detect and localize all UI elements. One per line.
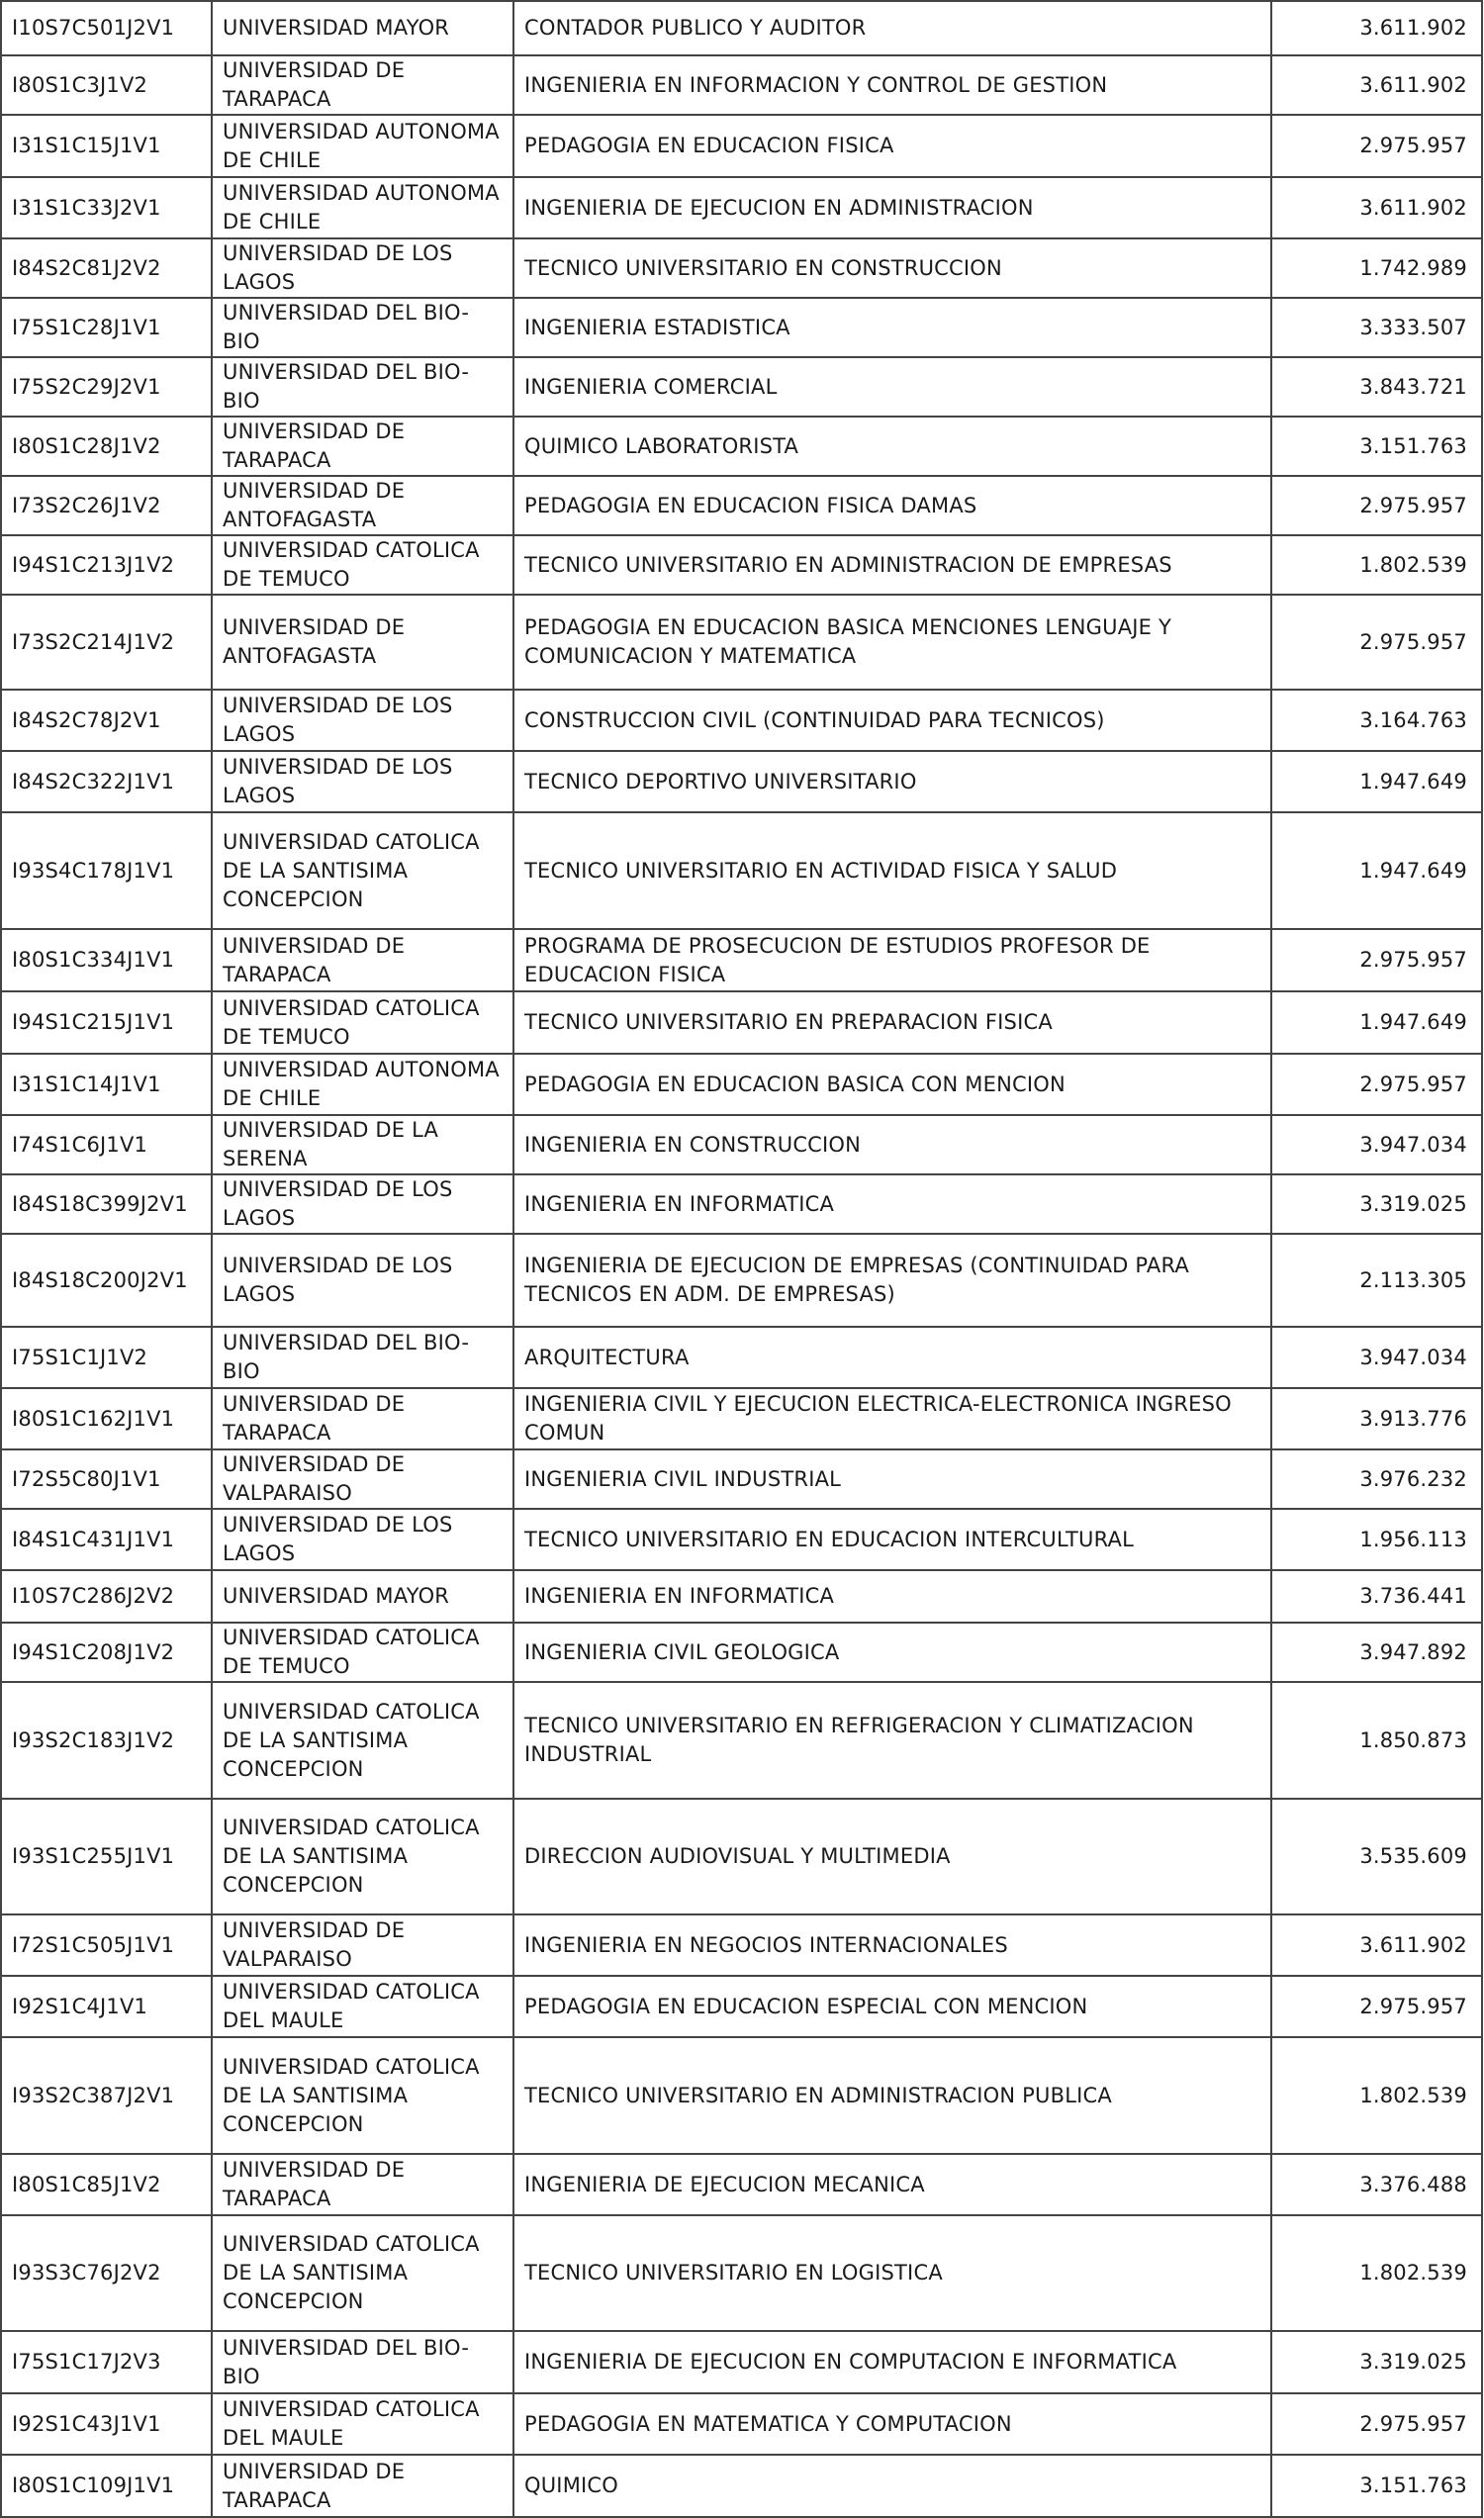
university-cell: UNIVERSIDAD DE VALPARAISO [212,1914,513,1976]
amount-cell: 1.742.989 [1271,238,1482,298]
university-cell: UNIVERSIDAD CATOLICA DE LA SANTISIMA CONCEPCION [212,812,513,929]
program-cell: INGENIERIA DE EJECUCION EN ADMINISTRACION [513,177,1271,238]
university-cell: UNIVERSIDAD DEL BIO-BIO [212,1327,513,1388]
program-cell: PEDAGOGIA EN EDUCACION ESPECIAL CON MENCION [513,1976,1271,2037]
amount-cell: 1.947.649 [1271,991,1482,1054]
amount-cell: 3.333.507 [1271,298,1482,357]
university-cell: UNIVERSIDAD AUTONOMA DE CHILE [212,115,513,177]
program-cell: INGENIERIA EN NEGOCIOS INTERNACIONALES [513,1914,1271,1976]
university-cell: UNIVERSIDAD MAYOR [212,1570,513,1623]
program-cell: TECNICO UNIVERSITARIO EN CONSTRUCCION [513,238,1271,298]
career-code-cell: I94S1C208J1V2 [1,1623,212,1682]
career-code-cell: I80S1C85J1V2 [1,2154,212,2215]
university-cell: UNIVERSIDAD DE LOS LAGOS [212,751,513,812]
table-row [1,115,1482,177]
career-code-cell: I93S2C387J2V1 [1,2037,212,2154]
career-code-cell: I72S5C80J1V1 [1,1449,212,1509]
amount-cell: 2.975.957 [1271,929,1482,991]
table-row [1,991,1482,1054]
career-code-cell: I31S1C14J1V1 [1,1054,212,1115]
program-cell: ARQUITECTURA [513,1327,1271,1388]
program-cell: INGENIERIA COMERCIAL [513,357,1271,417]
university-cell: UNIVERSIDAD DE TARAPACA [212,2154,513,2215]
university-cell: UNIVERSIDAD CATOLICA DE LA SANTISIMA CONCEPCION [212,2215,513,2331]
university-cell: UNIVERSIDAD DE TARAPACA [212,417,513,476]
table-row [1,690,1482,751]
program-cell: TECNICO UNIVERSITARIO EN EDUCACION INTERCULTURAL [513,1509,1271,1570]
university-cell: UNIVERSIDAD DE VALPARAISO [212,1449,513,1509]
amount-cell: 2.113.305 [1271,1234,1482,1327]
table-row [1,535,1482,595]
university-cell: UNIVERSIDAD DE ANTOFAGASTA [212,595,513,690]
university-cell: UNIVERSIDAD CATOLICA DEL MAULE [212,2393,513,2455]
career-code-cell: I10S7C286J2V2 [1,1570,212,1623]
amount-cell: 1.956.113 [1271,1509,1482,1570]
table-row [1,298,1482,357]
table-row [1,2154,1482,2215]
amount-cell: 3.843.721 [1271,357,1482,417]
amount-cell: 1.947.649 [1271,751,1482,812]
table-row [1,812,1482,929]
amount-cell: 3.151.763 [1271,417,1482,476]
table-row [1,2455,1482,2517]
table-body [1,1,1482,2517]
career-code-cell: I73S2C26J1V2 [1,476,212,535]
university-cell: UNIVERSIDAD DEL BIO-BIO [212,2331,513,2393]
university-cell: UNIVERSIDAD DE LOS LAGOS [212,1509,513,1570]
table-row [1,1054,1482,1115]
table-row [1,2331,1482,2393]
university-cell: UNIVERSIDAD DE ANTOFAGASTA [212,476,513,535]
career-code-cell: I75S1C28J1V1 [1,298,212,357]
university-cell: UNIVERSIDAD AUTONOMA DE CHILE [212,177,513,238]
amount-cell: 1.802.539 [1271,2037,1482,2154]
table-row [1,1,1482,55]
table-row [1,1976,1482,2037]
career-code-cell: I84S2C322J1V1 [1,751,212,812]
career-code-cell: I84S1C431J1V1 [1,1509,212,1570]
program-cell: DIRECCION AUDIOVISUAL Y MULTIMEDIA [513,1799,1271,1914]
program-cell: INGENIERIA DE EJECUCION DE EMPRESAS (CONTINUIDAD PARA TECNICOS EN ADM. DE EMPRESAS) [513,1234,1271,1327]
amount-cell: 2.975.957 [1271,476,1482,535]
program-cell: TECNICO UNIVERSITARIO EN ADMINISTRACION DE EMPRESAS [513,535,1271,595]
table-row [1,1682,1482,1799]
program-cell: PROGRAMA DE PROSECUCION DE ESTUDIOS PROFESOR DE EDUCACION FISICA [513,929,1271,991]
amount-cell: 1.850.873 [1271,1682,1482,1799]
career-code-cell: I93S1C255J1V1 [1,1799,212,1914]
table-row [1,1327,1482,1388]
table-row [1,55,1482,115]
program-cell: INGENIERIA CIVIL GEOLOGICA [513,1623,1271,1682]
program-cell: TECNICO UNIVERSITARIO EN ACTIVIDAD FISICA Y SALUD [513,812,1271,929]
career-code-cell: I84S2C81J2V2 [1,238,212,298]
table-row [1,1234,1482,1327]
amount-cell: 3.947.034 [1271,1115,1482,1174]
program-cell: TECNICO UNIVERSITARIO EN PREPARACION FISICA [513,991,1271,1054]
program-cell: INGENIERIA EN INFORMACION Y CONTROL DE GESTION [513,55,1271,115]
career-code-cell: I75S2C29J2V1 [1,357,212,417]
university-cell: UNIVERSIDAD CATOLICA DE LA SANTISIMA CONCEPCION [212,2037,513,2154]
program-cell: INGENIERIA EN CONSTRUCCION [513,1115,1271,1174]
university-cell: UNIVERSIDAD DE TARAPACA [212,929,513,991]
university-cell: UNIVERSIDAD CATOLICA DE LA SANTISIMA CONCEPCION [212,1682,513,1799]
career-code-cell: I10S7C501J2V1 [1,1,212,55]
program-cell: PEDAGOGIA EN EDUCACION FISICA [513,115,1271,177]
university-cell: UNIVERSIDAD AUTONOMA DE CHILE [212,1054,513,1115]
career-code-cell: I92S1C4J1V1 [1,1976,212,2037]
amount-cell: 1.802.539 [1271,2215,1482,2331]
program-cell: INGENIERIA CIVIL INDUSTRIAL [513,1449,1271,1509]
amount-cell: 3.611.902 [1271,55,1482,115]
table-row [1,1449,1482,1509]
career-code-cell: I93S4C178J1V1 [1,812,212,929]
career-code-cell: I75S1C1J1V2 [1,1327,212,1388]
career-code-cell: I84S18C200J2V1 [1,1234,212,1327]
amount-cell: 3.535.609 [1271,1799,1482,1914]
career-code-cell: I93S3C76J2V2 [1,2215,212,2331]
amount-cell: 3.151.763 [1271,2455,1482,2517]
program-cell: INGENIERIA DE EJECUCION EN COMPUTACION E INFORMATICA [513,2331,1271,2393]
amount-cell: 2.975.957 [1271,2393,1482,2455]
amount-cell: 2.975.957 [1271,595,1482,690]
university-cell: UNIVERSIDAD DE TARAPACA [212,1388,513,1449]
amount-cell: 3.947.892 [1271,1623,1482,1682]
table-row [1,357,1482,417]
program-cell: INGENIERIA EN INFORMATICA [513,1174,1271,1234]
program-cell: QUIMICO [513,2455,1271,2517]
table-row [1,238,1482,298]
career-code-cell: I92S1C43J1V1 [1,2393,212,2455]
career-code-cell: I93S2C183J1V2 [1,1682,212,1799]
amount-cell: 3.611.902 [1271,1,1482,55]
program-cell: PEDAGOGIA EN EDUCACION BASICA MENCIONES LENGUAJE Y COMUNICACION Y MATEMATICA [513,595,1271,690]
career-code-cell: I80S1C334J1V1 [1,929,212,991]
table-row [1,595,1482,690]
program-cell: CONSTRUCCION CIVIL (CONTINUIDAD PARA TECNICOS) [513,690,1271,751]
amount-cell: 3.319.025 [1271,1174,1482,1234]
amount-cell: 3.319.025 [1271,2331,1482,2393]
university-cell: UNIVERSIDAD CATOLICA DE TEMUCO [212,991,513,1054]
university-cell: UNIVERSIDAD CATOLICA DE LA SANTISIMA CONCEPCION [212,1799,513,1914]
program-cell: TECNICO UNIVERSITARIO EN LOGISTICA [513,2215,1271,2331]
amount-cell: 1.802.539 [1271,535,1482,595]
table-row [1,1509,1482,1570]
program-cell: INGENIERIA CIVIL Y EJECUCION ELECTRICA-ELECTRONICA INGRESO COMUN [513,1388,1271,1449]
table-row [1,929,1482,991]
program-cell: INGENIERIA DE EJECUCION MECANICA [513,2154,1271,2215]
career-code-cell: I84S2C78J2V1 [1,690,212,751]
university-cell: UNIVERSIDAD DEL BIO-BIO [212,298,513,357]
university-cell: UNIVERSIDAD DE LOS LAGOS [212,1174,513,1234]
program-cell: INGENIERIA ESTADISTICA [513,298,1271,357]
amount-cell: 3.376.488 [1271,2154,1482,2215]
amount-cell: 3.164.763 [1271,690,1482,751]
program-cell: PEDAGOGIA EN EDUCACION FISICA DAMAS [513,476,1271,535]
career-code-cell: I80S1C3J1V2 [1,55,212,115]
university-cell: UNIVERSIDAD MAYOR [212,1,513,55]
amount-cell: 2.975.957 [1271,1054,1482,1115]
university-cell: UNIVERSIDAD DE LA SERENA [212,1115,513,1174]
table-row [1,1570,1482,1623]
career-code-cell: I31S1C33J2V1 [1,177,212,238]
table-row [1,476,1482,535]
university-cell: UNIVERSIDAD DE LOS LAGOS [212,690,513,751]
amount-cell: 3.611.902 [1271,1914,1482,1976]
career-code-cell: I73S2C214J1V2 [1,595,212,690]
table-row [1,417,1482,476]
table-row [1,1174,1482,1234]
career-code-cell: I75S1C17J2V3 [1,2331,212,2393]
amount-cell: 3.736.441 [1271,1570,1482,1623]
amount-cell: 2.975.957 [1271,115,1482,177]
table-row [1,2393,1482,2455]
amount-cell: 3.611.902 [1271,177,1482,238]
program-cell: PEDAGOGIA EN EDUCACION BASICA CON MENCION [513,1054,1271,1115]
program-cell: PEDAGOGIA EN MATEMATICA Y COMPUTACION [513,2393,1271,2455]
program-cell: QUIMICO LABORATORISTA [513,417,1271,476]
career-code-cell: I74S1C6J1V1 [1,1115,212,1174]
university-cell: UNIVERSIDAD CATOLICA DEL MAULE [212,1976,513,2037]
table-row [1,1799,1482,1914]
table-row [1,1914,1482,1976]
career-code-cell: I72S1C505J1V1 [1,1914,212,1976]
university-cell: UNIVERSIDAD CATOLICA DE TEMUCO [212,1623,513,1682]
amount-cell: 1.947.649 [1271,812,1482,929]
program-cell: TECNICO UNIVERSITARIO EN REFRIGERACION Y CLIMATIZACION INDUSTRIAL [513,1682,1271,1799]
career-code-cell: I94S1C213J1V2 [1,535,212,595]
amount-cell: 3.976.232 [1271,1449,1482,1509]
university-cell: UNIVERSIDAD DE LOS LAGOS [212,1234,513,1327]
university-cell: UNIVERSIDAD CATOLICA DE TEMUCO [212,535,513,595]
table-row [1,2215,1482,2331]
table-row [1,751,1482,812]
program-cell: CONTADOR PUBLICO Y AUDITOR [513,1,1271,55]
career-code-cell: I80S1C162J1V1 [1,1388,212,1449]
university-cell: UNIVERSIDAD DE TARAPACA [212,55,513,115]
university-cell: UNIVERSIDAD DE LOS LAGOS [212,238,513,298]
career-code-cell: I80S1C28J1V2 [1,417,212,476]
amount-cell: 3.947.034 [1271,1327,1482,1388]
program-cell: INGENIERIA EN INFORMATICA [513,1570,1271,1623]
career-code-cell: I94S1C215J1V1 [1,991,212,1054]
university-cell: UNIVERSIDAD DEL BIO-BIO [212,357,513,417]
career-code-cell: I80S1C109J1V1 [1,2455,212,2517]
table-row [1,1623,1482,1682]
table-row [1,2037,1482,2154]
program-cell: TECNICO UNIVERSITARIO EN ADMINISTRACION PUBLICA [513,2037,1271,2154]
career-code-cell: I84S18C399J2V1 [1,1174,212,1234]
university-cell: UNIVERSIDAD DE TARAPACA [212,2455,513,2517]
amount-cell: 2.975.957 [1271,1976,1482,2037]
table-row [1,1115,1482,1174]
amount-cell: 3.913.776 [1271,1388,1482,1449]
table-row [1,1388,1482,1449]
table-row [1,177,1482,238]
program-cell: TECNICO DEPORTIVO UNIVERSITARIO [513,751,1271,812]
career-code-cell: I31S1C15J1V1 [1,115,212,177]
